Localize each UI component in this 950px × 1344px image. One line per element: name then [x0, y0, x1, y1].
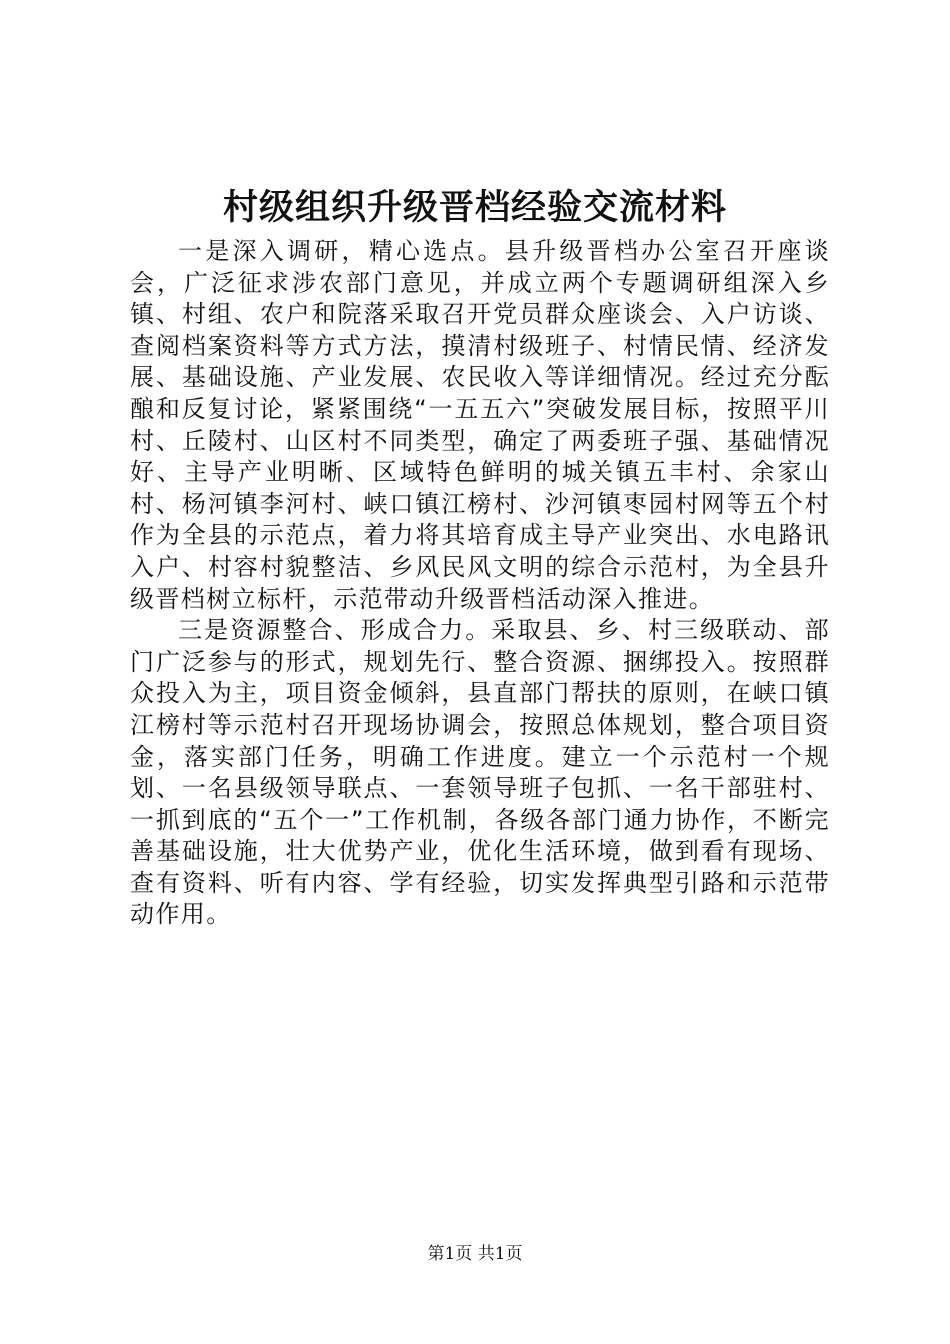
paragraph-research-site-selection: 一是深入调研，精心选点。县升级晋档办公室召开座谈会，广泛征求涉农部门意见，并成立两个专题调研组深入乡镇、村组、农户和院落采取召开党员群众座谈会、入户访谈、查阅档案资料等方式方法，摸清村级班子、村情民情、经济发展、基础设施、产业发展、农民收入等详细情况。经过充分酝酿和反复讨论，紧紧围绕“一五五六”突破发展目标，按照平川村、丘陵村、山区村不同类型，确定了两委班子强、基础情况好、主导产业明晰、区域特色鲜明的城关镇五丰村、余家山村、杨河镇李河村、峡口镇江榜村、沙河镇枣园村网等五个村作为全县的示范点，着力将其培育成主导产业突出、水电路讯入户、村容村貌整洁、乡风民风文明的综合示范村，为全县升级晋档树立标杆，示范带动升级晋档活动深入推进。 [130, 237, 830, 613]
document-body [130, 236, 830, 931]
page-number-footer: 第1页 共1页 [427, 1244, 523, 1264]
paragraph-resource-integration: 三是资源整合、形成合力。采取县、乡、村三级联动、部门广泛参与的形式，规划先行、整合资源、捆绑投入。按照群众投入为主，项目资金倾斜，县直部门帮扶的原则，在峡口镇江榜村等示范村召开现场协调会，按照总体规划，整合项目资金，落实部门任务，明确工作进度。建立一个示范村一个规划、一名县级领导联点、一套领导班子包抓、一名干部驻村、一抓到底的“五个一”工作机制，各级各部门通力协作，不断完善基础设施，壮大优势产业，优化生活环境，做到看有现场、查有资料、听有内容、学有经验，切实发挥典型引路和示范带动作用。 [130, 616, 830, 929]
document-title: 村级组织升级晋档经验交流材料 [222, 187, 727, 228]
